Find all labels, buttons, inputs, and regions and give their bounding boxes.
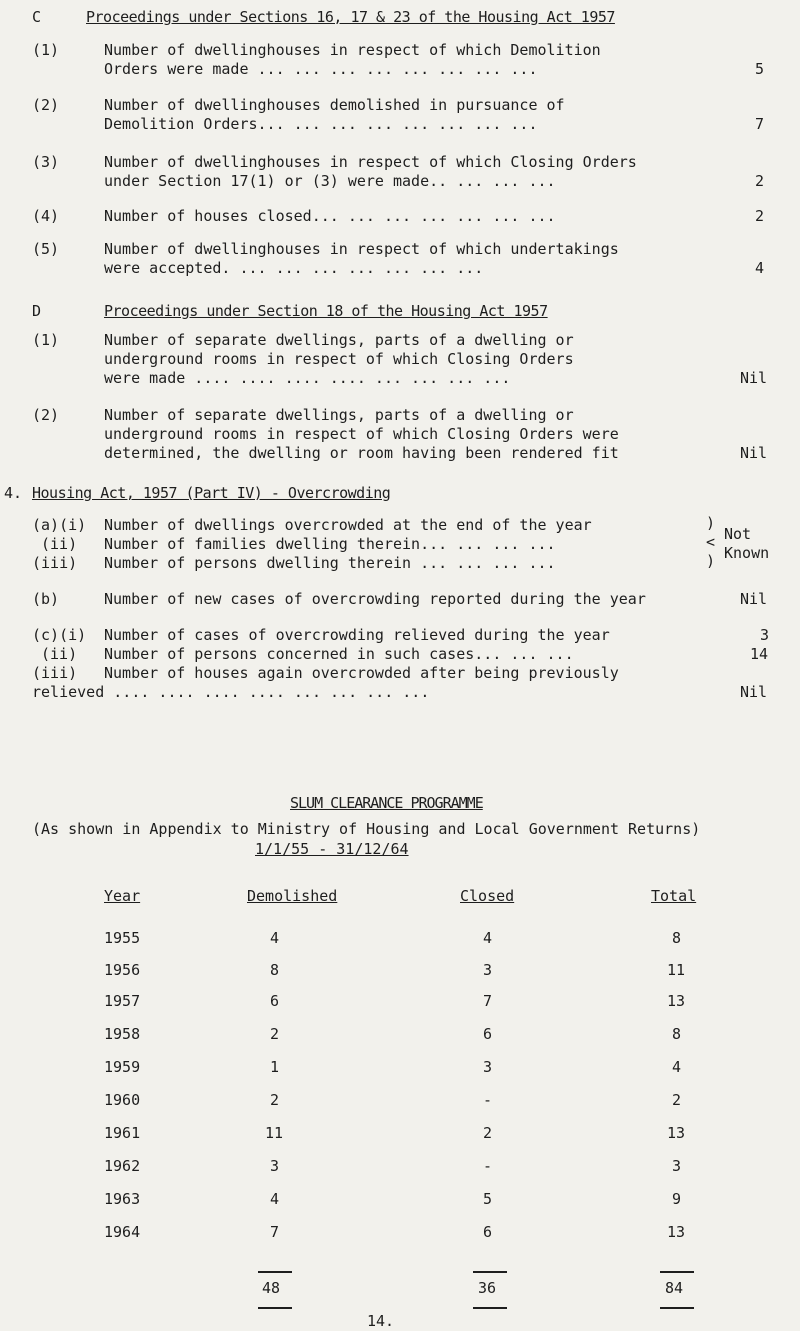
c5-num: (5) [32,240,60,258]
d1-line1: Number of separate dwellings, parts of a dwelling or [104,331,574,349]
cell-year: 1960 [104,1091,141,1109]
section-4-num: 4. [4,484,23,502]
cell-closed: 6 [483,1025,493,1043]
4c-iii-text2: relieved .... .... .... .... ... ... ... ... [32,683,430,701]
cell-year: 1963 [104,1190,141,1208]
cell-year: 1962 [104,1157,141,1175]
c3-line1: Number of dwellinghouses in respect of which Closing Orders [104,153,637,171]
4a-iii-text: Number of persons dwelling therein ... ... ... ... [104,554,556,572]
4a-value: Not Known [724,525,770,562]
section-c-heading: Proceedings under Sections 16, 17 & 23 of the Housing Act 1957 [86,8,615,26]
section-4-heading: Housing Act, 1957 (Part IV) - Overcrowding [32,484,391,502]
cell-year: 1957 [104,992,141,1010]
header-year: Year [104,887,141,905]
rule-closed-top [473,1271,507,1273]
cell-demolished: 1 [270,1058,280,1076]
4c-i-text: Number of cases of overcrowding relieved during the year [104,626,610,644]
slum-subtitle: (As shown in Appendix to Ministry of Housing and Local Government Returns) [32,820,701,838]
d2-value: Nil [740,444,768,462]
c3-line2: under Section 17(1) or (3) were made.. ... ... ... [104,172,556,190]
d2-line2: underground rooms in respect of which Closing Orders were [104,425,619,443]
c5-value: 4 [755,259,765,277]
4c-ii-num: (ii) [41,645,78,663]
cell-total: 13 [667,1223,686,1241]
4b-num: (b) [32,590,60,608]
cell-closed: 3 [483,961,493,979]
c4-num: (4) [32,207,60,225]
c1-value: 5 [755,60,765,78]
cell-closed: 7 [483,992,493,1010]
c2-line2: Demolition Orders... ... ... ... ... ... ... ... [104,115,538,133]
d1-num: (1) [32,331,60,349]
4b-value: Nil [740,590,768,608]
4a-i-text: Number of dwellings overcrowded at the end of the year [104,516,592,534]
4a-i-num: (a)(i) [32,516,87,534]
c2-line1: Number of dwellinghouses demolished in pursuance of [104,96,565,114]
cell-demolished: 11 [265,1124,284,1142]
d2-num: (2) [32,406,60,424]
4c-iii-value: Nil [740,683,768,701]
section-d-heading: Proceedings under Section 18 of the Housing Act 1957 [104,302,548,320]
cell-total: 11 [667,961,686,979]
cell-closed: 6 [483,1223,493,1241]
cell-demolished: 3 [270,1157,280,1175]
cell-closed: - [483,1091,493,1109]
c4-value: 2 [755,207,765,225]
cell-total: 8 [672,1025,682,1043]
cell-demolished: 2 [270,1025,280,1043]
4a-iii-num: (iii) [32,554,78,572]
4a-ii-text: Number of families dwelling therein... ... ... ... [104,535,556,553]
4c-iii-num: (iii) [32,664,78,682]
cell-closed: - [483,1157,493,1175]
brace-right: ) < ) [706,514,716,570]
cell-demolished: 8 [270,961,280,979]
page-number: 14. [367,1312,395,1330]
c3-value: 2 [755,172,765,190]
cell-demolished: 6 [270,992,280,1010]
cell-total: 8 [672,929,682,947]
d1-line2: underground rooms in respect of which Closing Orders [104,350,574,368]
cell-year: 1964 [104,1223,141,1241]
cell-demolished: 7 [270,1223,280,1241]
cell-demolished: 2 [270,1091,280,1109]
d1-value: Nil [740,369,768,387]
c5-line1: Number of dwellinghouses in respect of which undertakings [104,240,619,258]
cell-demolished: 4 [270,929,280,947]
slum-period: 1/1/55 - 31/12/64 [255,840,409,858]
cell-total: 9 [672,1190,682,1208]
cell-closed: 4 [483,929,493,947]
rule-demolished-bottom [258,1307,292,1309]
c2-num: (2) [32,96,60,114]
c2-value: 7 [755,115,765,133]
c1-line1: Number of dwellinghouses in respect of which Demolition [104,41,601,59]
c4-line1: Number of houses closed... ... ... ... ... ... ... [104,207,556,225]
total-demolished: 48 [262,1279,281,1297]
c1-num: (1) [32,41,60,59]
cell-year: 1959 [104,1058,141,1076]
cell-total: 3 [672,1157,682,1175]
4c-ii-text: Number of persons concerned in such cases... ... ... [104,645,574,663]
rule-total-top [660,1271,694,1273]
header-demolished: Demolished [247,887,338,905]
cell-closed: 3 [483,1058,493,1076]
4c-i-num: (c)(i) [32,626,87,644]
4b-text: Number of new cases of overcrowding reported during the year [104,590,646,608]
d1-line3: were made .... .... .... .... ... ... ... ... [104,369,511,387]
section-c-letter: C [32,8,42,26]
cell-year: 1958 [104,1025,141,1043]
d2-line3: determined, the dwelling or room having been rendered fit [104,444,619,462]
cell-year: 1955 [104,929,141,947]
header-closed: Closed [460,887,515,905]
c5-line2: were accepted. ... ... ... ... ... ... ... [104,259,484,277]
cell-year: 1961 [104,1124,141,1142]
4c-iii-text: Number of houses again overcrowded after being previously [104,664,619,682]
slum-title: SLUM CLEARANCE PROGRAMME [290,794,483,812]
section-d-letter: D [32,302,42,320]
total-closed: 36 [478,1279,497,1297]
cell-total: 2 [672,1091,682,1109]
total-total: 84 [665,1279,684,1297]
cell-year: 1956 [104,961,141,979]
4c-i-value: 3 [760,626,770,644]
cell-total: 4 [672,1058,682,1076]
cell-total: 13 [667,992,686,1010]
cell-demolished: 4 [270,1190,280,1208]
header-total: Total [651,887,697,905]
rule-demolished-top [258,1271,292,1273]
d2-line1: Number of separate dwellings, parts of a dwelling or [104,406,574,424]
cell-closed: 2 [483,1124,493,1142]
rule-closed-bottom [473,1307,507,1309]
c1-line2: Orders were made ... ... ... ... ... ... ... ... [104,60,538,78]
cell-closed: 5 [483,1190,493,1208]
4a-ii-num: (ii) [41,535,78,553]
rule-total-bottom [660,1307,694,1309]
cell-total: 13 [667,1124,686,1142]
c3-num: (3) [32,153,60,171]
4c-ii-value: 14 [750,645,769,663]
